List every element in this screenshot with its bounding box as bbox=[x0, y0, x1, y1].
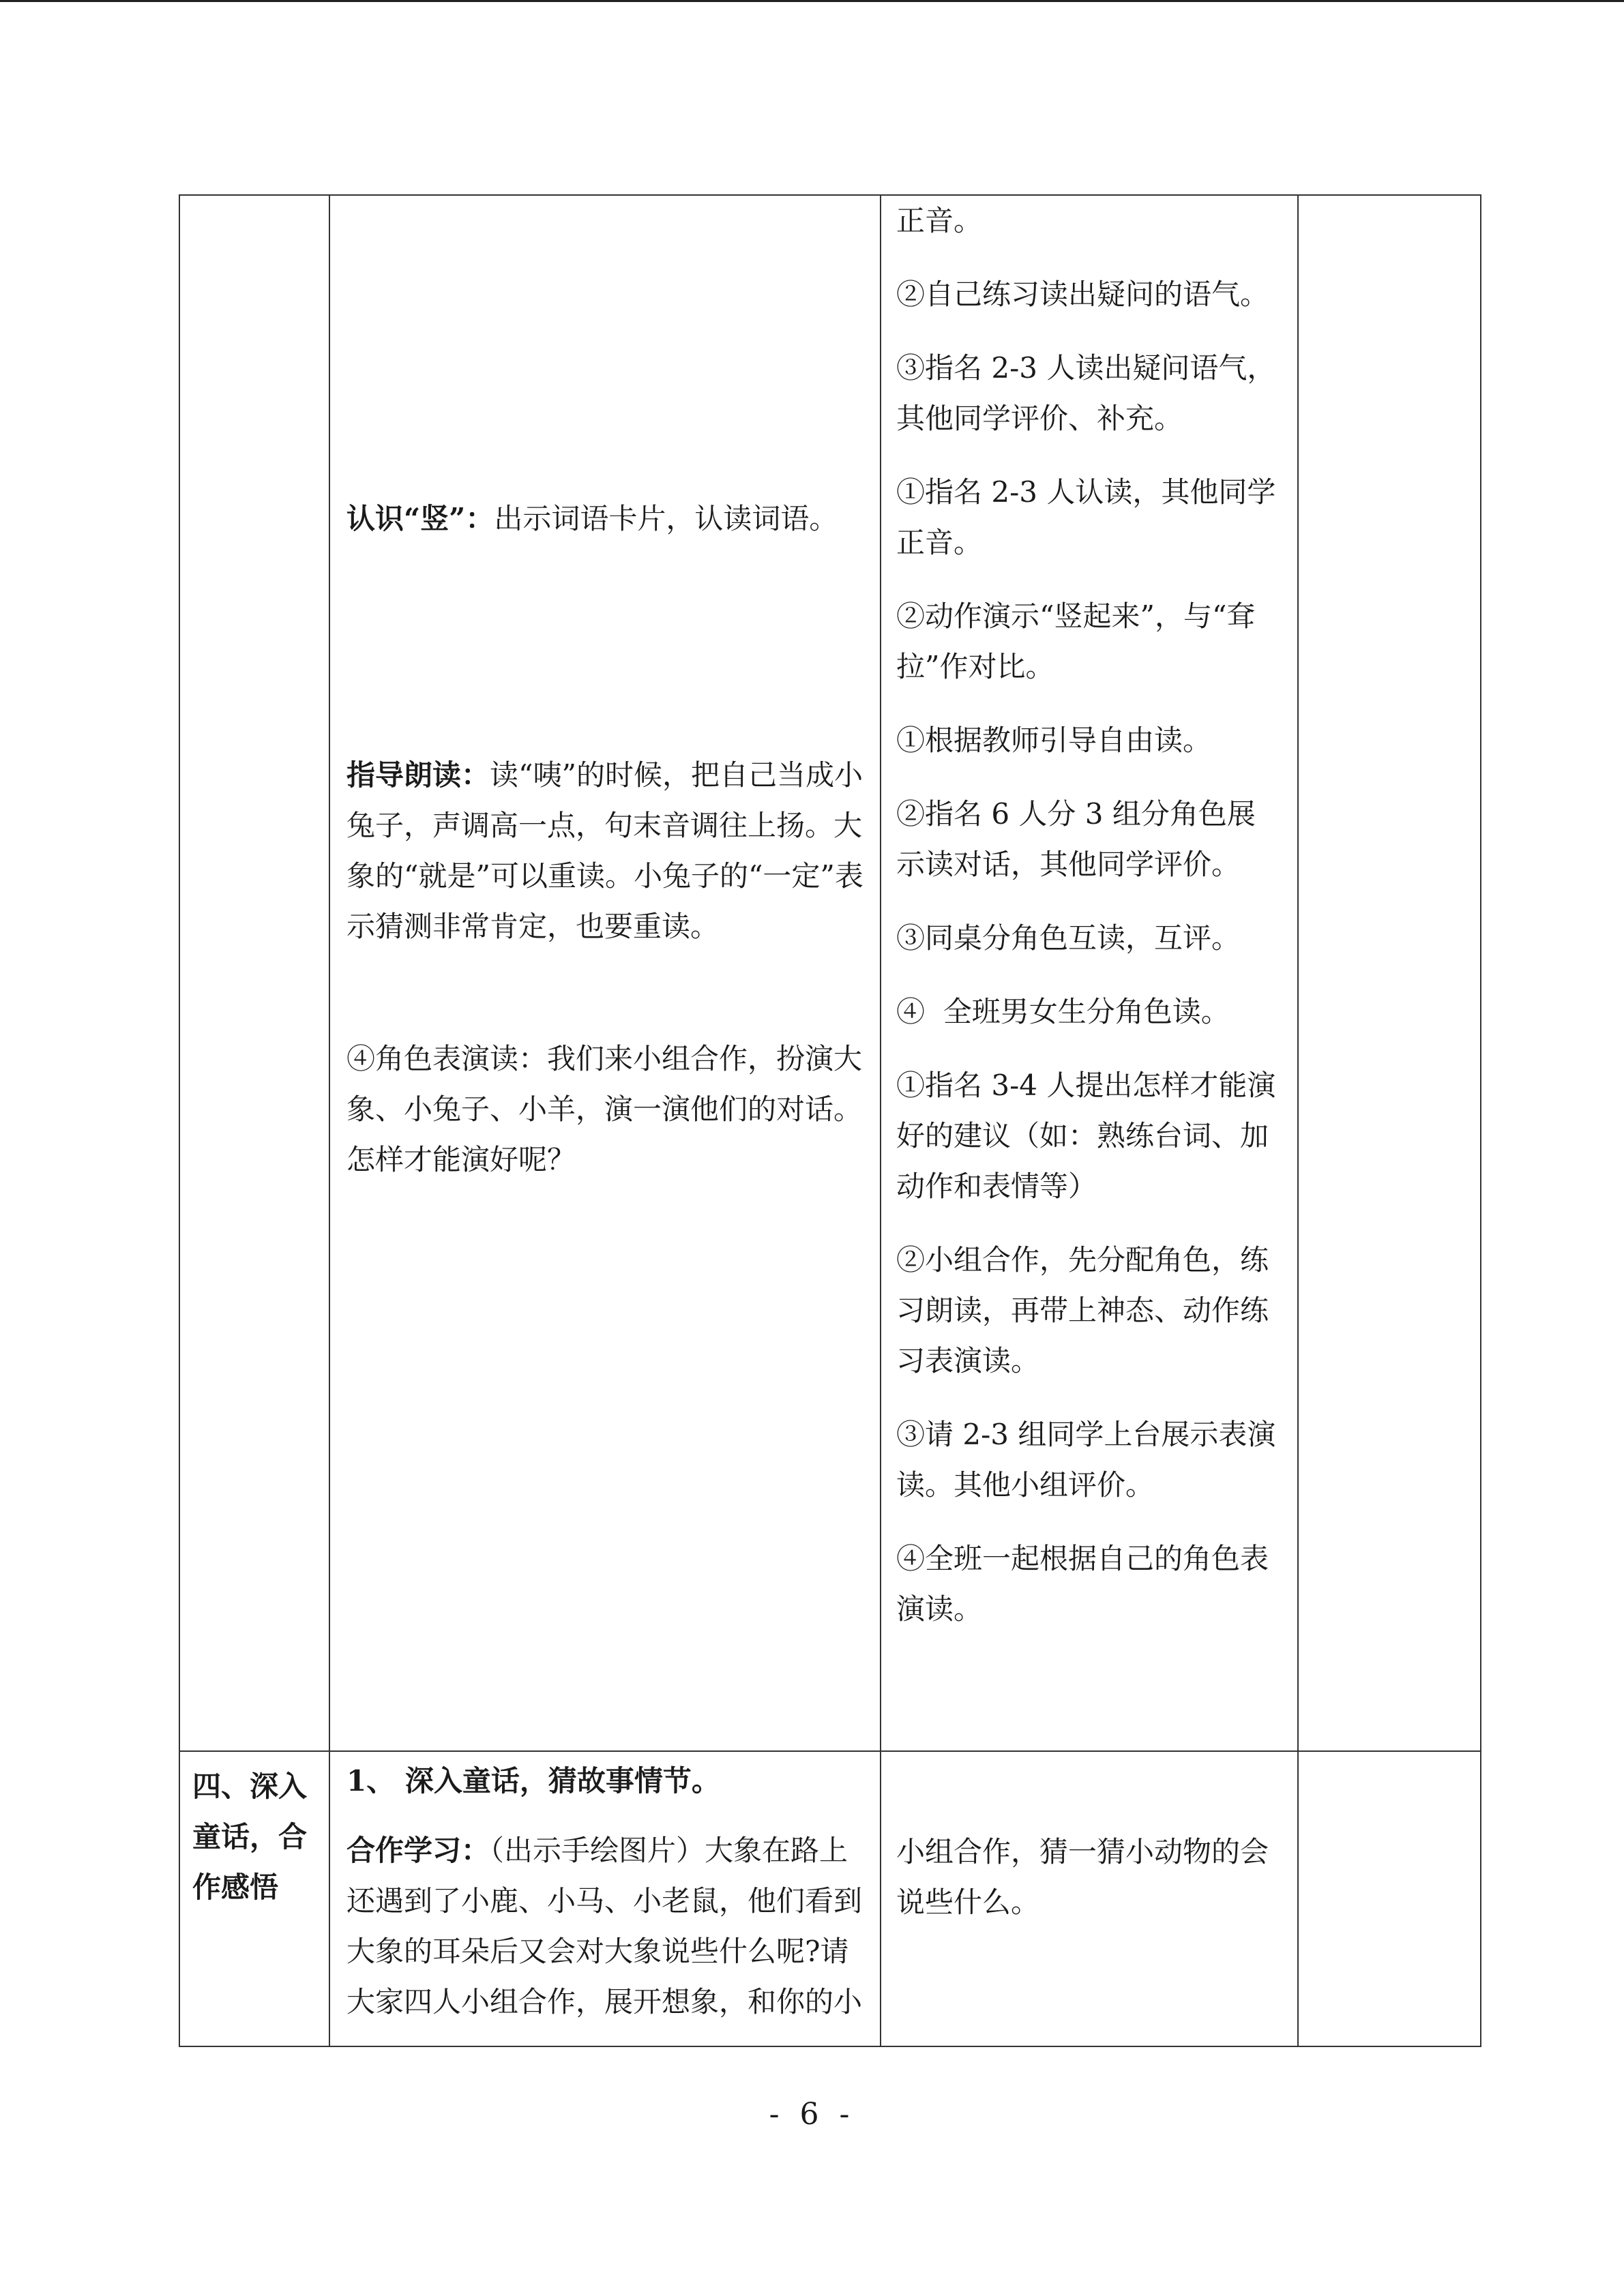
student-step: ②小组合作，先分配角色，练习朗读，再带上神态、动作练习表演读。 bbox=[896, 1243, 1269, 1377]
student-step: ①根据教师引导自由读。 bbox=[896, 724, 1212, 757]
page-number: - 6 - bbox=[769, 2097, 855, 2132]
item-text: 读“咦”的时候，把自己当成小兔子，声调高一点，句末音调往上扬。大象的“就是”可以重读。小兔子的“一定”表示猜测非常肯定，也要重读。 bbox=[346, 758, 863, 943]
table-row bbox=[179, 1751, 1481, 2046]
notes-cell bbox=[1298, 1751, 1481, 2046]
table-row bbox=[179, 195, 1481, 1751]
student-step: ②指名 6 人分 3 组分角色展示读对话，其他同学评价。 bbox=[896, 797, 1256, 881]
student-step: ③指名 2-3 人读出疑问语气，其他同学评价、补充。 bbox=[896, 351, 1276, 435]
student-step: 小组合作，猜一猜小动物的会说些什么。 bbox=[896, 1835, 1269, 1919]
stage-label bbox=[180, 196, 329, 205]
section-heading: 1、 深入童话，猜故事情节。 bbox=[346, 1764, 720, 1798]
student-step: 正音。 bbox=[896, 204, 983, 237]
student-step: ②自己练习读出疑问的语气。 bbox=[896, 278, 1269, 311]
teacher-item-cooperative-learning bbox=[346, 1825, 863, 2027]
student-step: ①指名 3-4 人提出怎样才能演好的建议（如：熟练台词、加动作和表情等） bbox=[896, 1069, 1276, 1203]
teacher-activity-cell bbox=[329, 1751, 881, 2046]
student-activity-cell bbox=[881, 195, 1298, 1751]
teacher-item-reading-guidance bbox=[346, 750, 863, 952]
student-step: ②动作演示“竖起来”，与“耷拉”作对比。 bbox=[896, 599, 1256, 683]
lesson-plan-table bbox=[179, 194, 1481, 2047]
student-step: ④ 全班男女生分角色读。 bbox=[896, 995, 1230, 1028]
student-step: ③同桌分角色互读，互评。 bbox=[896, 921, 1241, 955]
item-text: 出示词语卡片，认读词语。 bbox=[494, 502, 838, 535]
item-label: 指导朗读： bbox=[346, 758, 490, 792]
teacher-activity-cell bbox=[329, 195, 881, 1751]
item-label: 合作学习： bbox=[346, 1834, 490, 1867]
stage-cell bbox=[179, 195, 329, 1751]
stage-cell bbox=[179, 1751, 329, 2046]
item-label: 认识“竖”： bbox=[346, 502, 494, 535]
notes-cell bbox=[1298, 195, 1481, 1751]
student-step: ③请 2-3 组同学上台展示表演读。其他小组评价。 bbox=[896, 1418, 1276, 1502]
student-activity-cell bbox=[881, 1751, 1298, 2046]
student-step: ④全班一起根据自己的角色表演读。 bbox=[896, 1542, 1269, 1626]
stage-label: 四、深入童话，合作感悟 bbox=[192, 1770, 308, 1904]
item-text: （出示手绘图片）大象在路上还遇到了小鹿、小马、小老鼠，他们看到大象的耳朵后又会对大象说些什么呢?请大家四人小组合作，展开想象，和你的小 bbox=[346, 1834, 863, 2018]
page-top-rule bbox=[0, 0, 1624, 2]
student-step: ①指名 2-3 人认读，其他同学正音。 bbox=[896, 475, 1276, 559]
teacher-item-recognize-character bbox=[346, 494, 863, 544]
teacher-item-role-play: ④角色表演读：我们来小组合作，扮演大象、小兔子、小羊，演一演他们的对话。怎样才能演好呢？ bbox=[346, 1042, 863, 1176]
